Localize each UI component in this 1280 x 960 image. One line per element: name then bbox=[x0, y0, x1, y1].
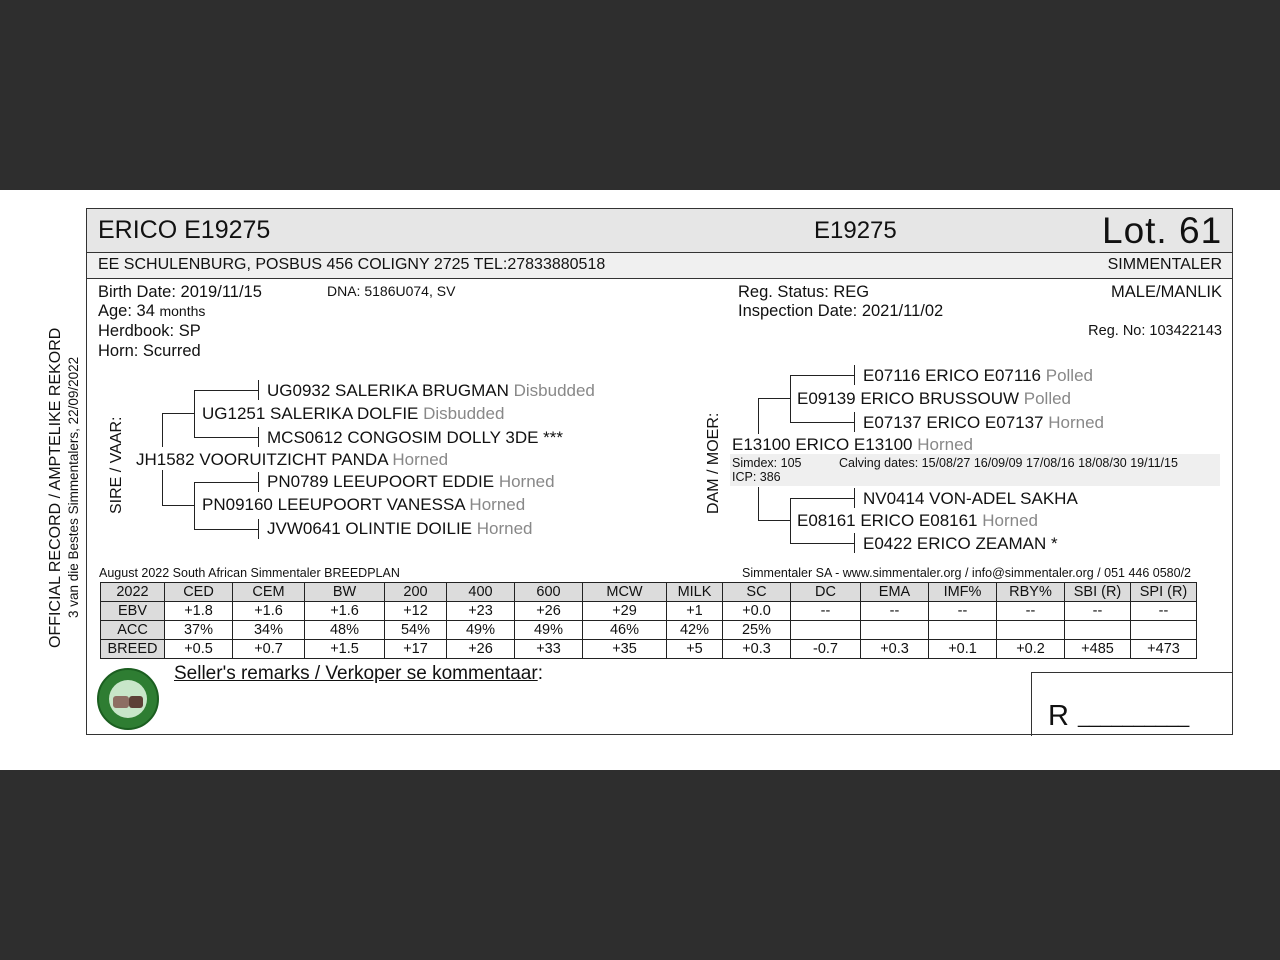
dam bbox=[732, 435, 973, 455]
dam-dam bbox=[797, 511, 1038, 531]
animal-name: E08161 ERICO E08161 bbox=[797, 511, 978, 530]
table-cell bbox=[1065, 621, 1131, 640]
sire-sire-sire bbox=[267, 381, 595, 401]
horn-status: Horn: Scurred bbox=[98, 342, 201, 360]
age bbox=[98, 302, 205, 321]
row-label: BREED bbox=[101, 640, 165, 659]
pedigree-line bbox=[854, 488, 855, 508]
dam-sire-sire bbox=[863, 366, 1093, 386]
animal-name: ERICO E19275 bbox=[98, 216, 271, 244]
dam-icp: ICP: 386 bbox=[732, 470, 781, 484]
price-label: R bbox=[1048, 700, 1069, 732]
trait-header: 600 bbox=[515, 583, 583, 602]
row-label: ACC bbox=[101, 621, 165, 640]
trait-header: 400 bbox=[447, 583, 515, 602]
dam-sire bbox=[797, 389, 1071, 409]
trait-header: MILK bbox=[667, 583, 723, 602]
horn-status: Horned bbox=[476, 519, 533, 538]
sire bbox=[136, 450, 448, 470]
trait-header: BW bbox=[305, 583, 385, 602]
table-cell: 25% bbox=[723, 621, 791, 640]
animal-name: NV0414 VON-ADEL SAKHA bbox=[863, 489, 1078, 508]
age-unit: months bbox=[159, 303, 206, 319]
table-cell: +1.6 bbox=[305, 602, 385, 621]
sire-dam bbox=[202, 495, 525, 515]
horn-status: Horned bbox=[917, 435, 974, 454]
pedigree-line bbox=[758, 520, 791, 521]
pedigree-line bbox=[162, 413, 163, 447]
pedigree-line bbox=[790, 422, 855, 423]
herdbook: Herdbook: SP bbox=[98, 322, 201, 340]
trait-header: 200 bbox=[385, 583, 447, 602]
table-cell bbox=[1131, 621, 1197, 640]
horn-status: Polled bbox=[1045, 366, 1093, 385]
pedigree-line bbox=[758, 487, 759, 521]
table-cell bbox=[997, 621, 1065, 640]
logo-cow-shape bbox=[113, 696, 129, 708]
table-cell: -- bbox=[1131, 602, 1197, 621]
pedigree-line bbox=[790, 543, 855, 544]
animal-name: E13100 ERICO E13100 bbox=[732, 435, 913, 454]
animal-name: JH1582 VOORUITZICHT PANDA bbox=[136, 450, 388, 469]
breed-name: SIMMENTALER bbox=[1107, 256, 1222, 273]
pedigree-line bbox=[194, 390, 259, 391]
sex: MALE/MANLIK bbox=[1111, 283, 1222, 301]
reg-status: Reg. Status: REG bbox=[738, 283, 870, 301]
table-cell: +1.5 bbox=[305, 640, 385, 659]
age-value: Age: 34 bbox=[98, 302, 155, 320]
animal-name: E0422 ERICO ZEAMAN * bbox=[863, 534, 1058, 553]
inspection-date: Inspection Date: 2021/11/02 bbox=[738, 302, 944, 320]
trait-header: CED bbox=[165, 583, 233, 602]
table-cell: -- bbox=[791, 602, 861, 621]
pedigree-line bbox=[162, 470, 163, 506]
horn-status: Disbudded bbox=[513, 381, 595, 400]
trait-header: MCW bbox=[583, 583, 667, 602]
animal-name: MCS0612 CONGOSIM DOLLY 3DE *** bbox=[267, 428, 564, 447]
pedigree-line bbox=[758, 398, 791, 399]
trait-header: SPI (R) bbox=[1131, 583, 1197, 602]
animal-name: E09139 ERICO BRUSSOUW bbox=[797, 389, 1020, 408]
sale-date-label: 3 van die Bestes Simmentalers, 22/09/2022 bbox=[66, 356, 81, 618]
table-cell: +0.2 bbox=[997, 640, 1065, 659]
pedigree-line bbox=[854, 412, 855, 432]
animal-name: PN09160 LEEUPOORT VANESSA bbox=[202, 495, 465, 514]
ebv-row bbox=[101, 602, 1197, 621]
pedigree-line bbox=[790, 498, 791, 544]
table-cell: 34% bbox=[233, 621, 305, 640]
table-cell: 49% bbox=[515, 621, 583, 640]
horn-status: Horned bbox=[469, 495, 526, 514]
table-cell bbox=[791, 621, 861, 640]
dam-calving-dates: Calving dates: 15/08/27 16/09/09 17/08/16 18/08/30 19/11/15 bbox=[839, 456, 1178, 470]
trait-header: DC bbox=[791, 583, 861, 602]
animal-name: PN0789 LEEUPOORT EDDIE bbox=[267, 472, 495, 491]
sire-dam-dam bbox=[267, 519, 533, 539]
sire-sire bbox=[202, 404, 504, 424]
pedigree-line bbox=[258, 427, 259, 447]
table-cell: +0.7 bbox=[233, 640, 305, 659]
pedigree-line bbox=[162, 505, 195, 506]
pedigree-line bbox=[162, 413, 195, 414]
horn-status: Disbudded bbox=[423, 404, 505, 423]
pedigree-line bbox=[258, 380, 259, 400]
trait-header: SC bbox=[723, 583, 791, 602]
dam-dam-dam bbox=[863, 534, 1058, 554]
pedigree-line bbox=[194, 437, 259, 438]
remarks-colon: : bbox=[537, 663, 543, 684]
official-record-label: OFFICIAL RECORD / AMPTELIKE REKORD bbox=[47, 327, 64, 648]
table-cell: +1.8 bbox=[165, 602, 233, 621]
table-cell: 42% bbox=[667, 621, 723, 640]
lot-number: Lot. 61 bbox=[1102, 210, 1223, 251]
pedigree-line bbox=[194, 482, 195, 530]
table-cell: +0.3 bbox=[723, 640, 791, 659]
year-cell: 2022 bbox=[101, 583, 165, 602]
trait-header: CEM bbox=[233, 583, 305, 602]
table-cell: -- bbox=[1065, 602, 1131, 621]
table-cell: +0.5 bbox=[165, 640, 233, 659]
acc-row bbox=[101, 621, 1197, 640]
table-cell: 46% bbox=[583, 621, 667, 640]
trait-header: RBY% bbox=[997, 583, 1065, 602]
pedigree-line bbox=[758, 398, 759, 434]
ebv-table bbox=[100, 582, 1197, 659]
table-cell: +5 bbox=[667, 640, 723, 659]
pedigree-line bbox=[854, 365, 855, 385]
table-cell bbox=[861, 621, 929, 640]
pedigree-line bbox=[194, 482, 259, 483]
table-cell: 37% bbox=[165, 621, 233, 640]
breeder-address: EE SCHULENBURG, POSBUS 456 COLIGNY 2725 TEL:27833880518 bbox=[98, 256, 606, 273]
animal-name: UG1251 SALERIKA DOLFIE bbox=[202, 404, 419, 423]
dna-info: DNA: 5186U074, SV bbox=[327, 283, 456, 299]
dam-simdex: Simdex: 105 bbox=[732, 456, 802, 470]
sire-dam-sire bbox=[267, 472, 555, 492]
horn-status: Horned bbox=[498, 472, 555, 491]
horn-status: Horned bbox=[1048, 413, 1105, 432]
table-cell: +0.3 bbox=[861, 640, 929, 659]
ebv-header-row bbox=[101, 583, 1197, 602]
reg-number: Reg. No: 103422143 bbox=[1088, 323, 1222, 339]
pedigree-line bbox=[258, 519, 259, 539]
table-cell: +473 bbox=[1131, 640, 1197, 659]
sire-sire-dam bbox=[267, 428, 563, 448]
table-cell: -- bbox=[997, 602, 1065, 621]
table-cell: +17 bbox=[385, 640, 447, 659]
table-cell: -0.7 bbox=[791, 640, 861, 659]
horn-status: Horned bbox=[392, 450, 449, 469]
table-cell: -- bbox=[929, 602, 997, 621]
table-cell: +26 bbox=[447, 640, 515, 659]
table-cell: +26 bbox=[515, 602, 583, 621]
dam-sire-dam bbox=[863, 413, 1104, 433]
table-cell: +33 bbox=[515, 640, 583, 659]
table-cell bbox=[929, 621, 997, 640]
pedigree-line bbox=[790, 375, 791, 423]
table-cell: +0.0 bbox=[723, 602, 791, 621]
dam-dam-sire bbox=[863, 489, 1078, 509]
animal-name: E07137 ERICO E07137 bbox=[863, 413, 1044, 432]
table-cell: +29 bbox=[583, 602, 667, 621]
pedigree-line bbox=[258, 472, 259, 492]
pedigree-line bbox=[790, 498, 855, 499]
breedplan-contact: Simmentaler SA - www.simmentaler.org / info@simmentaler.org / 051 446 0580/2 bbox=[742, 566, 1192, 580]
animal-name: E07116 ERICO E07116 bbox=[863, 366, 1041, 385]
sellers-remarks bbox=[174, 663, 543, 685]
animal-name: UG0932 SALERIKA BRUGMAN bbox=[267, 381, 509, 400]
birth-date: Birth Date: 2019/11/15 bbox=[98, 283, 262, 301]
trait-header: IMF% bbox=[929, 583, 997, 602]
simmentaler-sa-logo-icon bbox=[97, 668, 159, 730]
trait-header: EMA bbox=[861, 583, 929, 602]
pedigree-line bbox=[854, 533, 855, 553]
table-cell: +23 bbox=[447, 602, 515, 621]
breed-row bbox=[101, 640, 1197, 659]
price-blank: __________ bbox=[1078, 706, 1190, 728]
horn-status: Horned bbox=[982, 511, 1039, 530]
table-cell: +1.6 bbox=[233, 602, 305, 621]
table-cell: 54% bbox=[385, 621, 447, 640]
table-cell: +12 bbox=[385, 602, 447, 621]
row-label: EBV bbox=[101, 602, 165, 621]
table-cell: +1 bbox=[667, 602, 723, 621]
table-cell: 48% bbox=[305, 621, 385, 640]
trait-header: SBI (R) bbox=[1065, 583, 1131, 602]
animal-name: JVW0641 OLINTIE DOILIE bbox=[267, 519, 473, 538]
table-cell: -- bbox=[861, 602, 929, 621]
animal-reg-code: E19275 bbox=[814, 217, 897, 244]
sellers-remarks-label: Seller's remarks / Verkoper se kommentaar bbox=[174, 663, 538, 684]
table-cell: +485 bbox=[1065, 640, 1131, 659]
table-cell: +35 bbox=[583, 640, 667, 659]
pedigree-line bbox=[194, 529, 259, 530]
logo-cow-shape bbox=[129, 696, 143, 708]
sire-label: SIRE / VAAR: bbox=[108, 416, 125, 514]
horn-status: Polled bbox=[1023, 389, 1072, 408]
pedigree-line bbox=[790, 375, 855, 376]
table-cell: +0.1 bbox=[929, 640, 997, 659]
breedplan-source: August 2022 South African Simmentaler BREEDPLAN bbox=[99, 566, 400, 580]
pedigree-line bbox=[194, 390, 195, 438]
table-cell: 49% bbox=[447, 621, 515, 640]
dam-label: DAM / MOER: bbox=[705, 412, 722, 514]
